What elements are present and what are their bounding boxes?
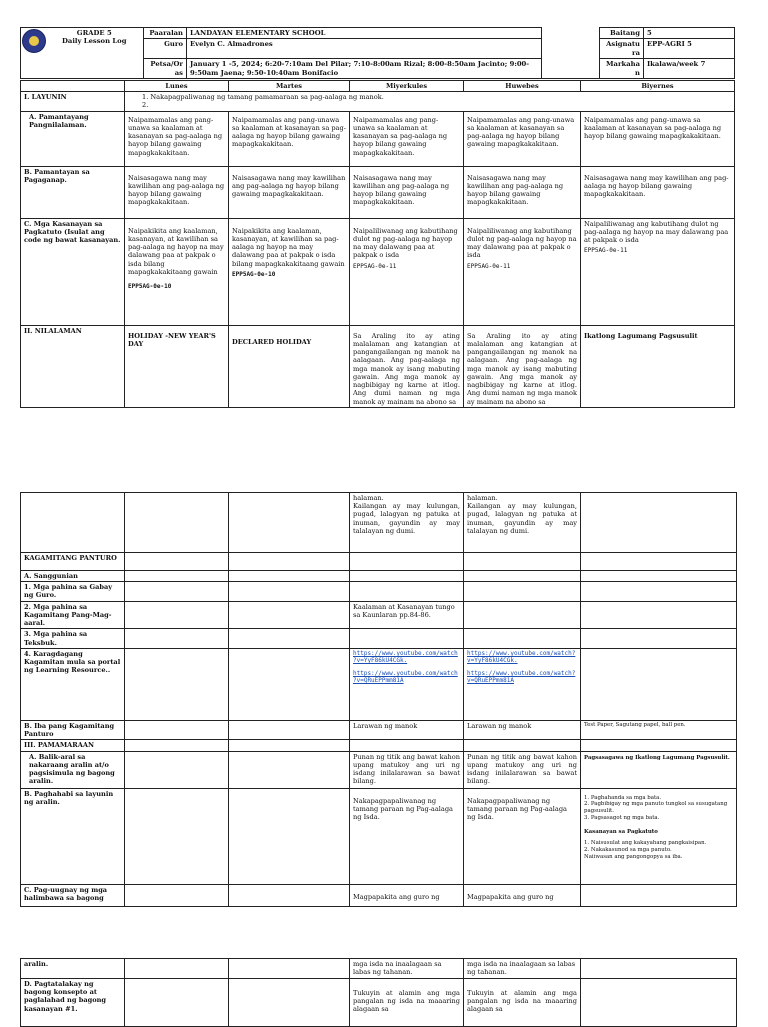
biyernes-step-2: 2. Pagbibigay ng mga panuto tungkol sa susugatang pagsusulit. xyxy=(584,801,728,815)
aralin-miyerkules: mga isda na inaalagaan sa labas ng tahanan. xyxy=(350,959,464,979)
cont-biyernes xyxy=(581,493,737,553)
kasanayan-lunes-text: Naipakikita ang kaalaman, kasanayan, at kawilihan sa pag-aalaga ng hayop na may dalawang paa at pakpak o isda bilang mapagkakakitaang gawain xyxy=(128,226,224,276)
kasanayan-miyerkules xyxy=(350,218,464,325)
kasanayan-martes xyxy=(229,218,350,325)
kasanayan-biyernes-text: Naipaliliwanag ang kabutihang dulot ng pag-aalaga ng hayop na may dalawang paa at pakpak o isda xyxy=(584,219,729,245)
larawan-huwebes: Larawan ng manok xyxy=(464,720,581,739)
day-header-martes: Martes xyxy=(229,81,350,92)
pangnilalaman-huwebes: Naipamamalas ang pang-unawa sa kaalaman at kasanayan sa pag-aalaga ng hayop bilang gawaing mapagkakakitaan. xyxy=(464,111,581,166)
lesson-table-page3 xyxy=(20,958,737,1027)
biyernes-balik-aral: Pagsasagawa ng Ikatlong Lagumang Pagsusulit. xyxy=(581,751,737,788)
layunin-item-2: 2. xyxy=(142,101,149,110)
day-header-miyerkules: Miyerkules xyxy=(350,81,464,92)
teksbuk-label: 3. Mga pahina sa Teksbuk. xyxy=(21,629,125,648)
dll-label: Daily Lesson Log xyxy=(62,37,127,46)
pagganap-lunes: Naisasagawa nang may kawilihan ang pag-aalaga ng hayop bilang gawaing mapagkakakitaan. xyxy=(125,166,229,218)
cont-huwebes: halaman. Kailangan ay may kulungan, pugad, lalagyan ng patuka at inuman, gayundin ay may talalayan ng dumi. xyxy=(464,493,581,553)
balik-aral-miyerkules: Punan ng titik ang bawat kahon upang matukoy ang uri ng isdang inilalarawan sa bawat bilang. xyxy=(350,751,464,788)
kasanayan-extra: Naiiwasan ang pangongopya sa iba. xyxy=(584,853,683,860)
deped-seal-icon xyxy=(22,29,46,53)
markahan-label: Markahan xyxy=(600,59,644,79)
baitang-label: Baitang xyxy=(600,28,644,39)
links-huwebes xyxy=(464,648,581,720)
asignatura-label: Asignatura xyxy=(600,39,644,59)
biyernes-step-3: 3. Pagsasagot ng mga bata. xyxy=(584,814,660,821)
cont-lunes xyxy=(125,493,229,553)
cont-martes xyxy=(229,493,350,553)
kasanayan-item-1: 1. Naisusulat ang kakayahang pangkaisipan. xyxy=(584,840,707,847)
aralin-label: aralin. xyxy=(21,959,125,979)
kasanayan-miyerkules-text: Naipaliliwanag ang kabutihang dulot ng pag-aalaga ng hayop na may dalawang paa at pakpak o isda xyxy=(353,226,458,260)
pag-uugnay-miyerkules: Magpapakita ang guro ng xyxy=(350,884,464,906)
guro-label: Guro xyxy=(144,39,187,59)
youtube-link-2[interactable]: https://www.youtube.com/watch?v=QRuEPPmm81A xyxy=(353,669,458,685)
header-spacer xyxy=(542,59,600,79)
nilalaman-miyerkules: Sa Araling ito ay ating malalaman ang katangian at pangangailangan ng manok na aalagaan. Ang pag-aalaga ng mga manok ay isang mabuting gawain. Ang mga manok ay nagbibigay ng karne at itlog. Ang dumi naman ng mga manok ay mainam na abono sa xyxy=(350,325,464,407)
youtube-link-1[interactable]: https://www.youtube.com/watch?v=YyF86kU4CGk. xyxy=(467,649,576,665)
larawan-miyerkules: Larawan ng manok xyxy=(350,720,464,739)
nilalaman-martes: DECLARED HOLIDAY xyxy=(229,325,350,407)
nilalaman-biyernes: Ikatlong Lagumang Pagsusulit xyxy=(581,325,735,407)
biyernes-paghahabi xyxy=(581,788,737,884)
kasanayan-miyerkules-code: EPP5AG-0e-11 xyxy=(353,262,397,270)
links-miyerkules xyxy=(350,648,464,720)
day-header-lunes: Lunes xyxy=(125,81,229,92)
pag-uugnay-huwebes: Magpapakita ang guro ng xyxy=(464,884,581,906)
kasanayan-lunes xyxy=(125,218,229,325)
nilalaman-label: II. NILALAMAN xyxy=(21,325,125,407)
balik-aral-huwebes: Punan ng titik ang bawat kahon upang matukoy ang uri ng isdang inilalarawan sa bawat bilang. xyxy=(464,751,581,788)
kasanayan-martes-text: Naipakikita ang kaalaman, kasanayan, at kawilihan sa pag-aalaga ng hayop na may dalawang paa at pakpak o isda bilang mapagkakakitaang gawain xyxy=(232,226,345,268)
gabay-label: 1. Mga pahina sa Gabay ng Guro. xyxy=(21,582,125,601)
youtube-link-2[interactable]: https://www.youtube.com/watch?v=QRuEPPmm81A xyxy=(467,669,576,685)
pagganap-biyernes: Naisasagawa nang may kawilihan ang pag-aalaga ng hayop bilang gawaing mapagkakakitaan. xyxy=(581,166,735,218)
kasanayan-martes-code: EPP5AG-0e-10 xyxy=(232,270,276,278)
kasanayan-heading: Kasanayan sa Pagkatuto xyxy=(584,828,658,835)
karagdagang-label: 4. Karagdagang Kagamitan mula sa portal ng Learning Resource.. xyxy=(21,648,125,720)
pagtatalakay-label: D. Pagtatalakay ng bagong konsepto at paglalahad ng bagong kasanayan #1. xyxy=(21,979,125,1027)
kkk-miyerkules: Kaalaman at Kasanayan tungo sa Kaunlaran pp.84-86. xyxy=(350,601,464,629)
deped-seal-cell xyxy=(21,28,46,79)
grade-label: GRADE 5 xyxy=(76,29,112,37)
petsa-value: January 1 -5, 2024; 6:20-7:10am Del Pilar; 7:10-8:00am Rizal; 8:00-8:50am Jacinto; 9:00-9:50am Jaena; 9:50-10:40am Bonifacio xyxy=(187,59,542,79)
pag-uugnay-label: C. Pag-uugnay ng mga halimbawa sa bagong xyxy=(21,884,125,906)
layunin-item-1: 1. Nakapagpaliwanag ng tamang pamamaraan sa pag-aalaga ng manok. xyxy=(142,93,384,102)
kasanayan-biyernes xyxy=(581,218,735,325)
pamantayang-pangnilalaman-label: A. Pamantayang Pangnilalaman. xyxy=(21,111,125,166)
asignatura-value: EPP-AGRI 5 xyxy=(644,39,735,59)
header-spacer xyxy=(542,39,600,59)
balik-aral-label: A. Balik-aral sa nakaraang aralin at/o pagsisimula ng bagong aralin. xyxy=(21,751,125,788)
paghahabi-miyerkules: Nakapagpapaliwanag ng tamang paraan ng Pag-aalaga ng Isda. xyxy=(350,788,464,884)
corner-cell xyxy=(21,81,125,92)
header-table xyxy=(20,27,735,79)
nilalaman-huwebes: Sa Araling ito ay ating malalaman ang katangian at pangangailangan ng manok na aalagaan. Ang pag-aalaga ng mga manok ay isang mabuting gawain. Ang mga manok ay nagbibigay ng karne at itlog. Ang dumi naman ng mga manok ay mainam na abono sa xyxy=(464,325,581,407)
kasanayan-label: C. Mga Kasanayan sa Pagkatuto (Isulat ang code ng bawat kasanayan. xyxy=(21,218,125,325)
iba-pang-label: B. Iba pang Kagamitang Panturo xyxy=(21,720,125,739)
kagamitang-pang-mag-aaral-label: 2. Mga pahina sa Kagamitang Pang-Mag-aaral. xyxy=(21,601,125,629)
paaralan-value: LANDAYAN ELEMENTARY SCHOOL xyxy=(187,28,542,39)
youtube-link-1[interactable]: https://www.youtube.com/watch?v=YyF86kU4CGk. xyxy=(353,649,458,665)
pagganap-huwebes: Naisasagawa nang may kawilihan ang pag-aalaga ng hayop bilang gawaing mapagkakakitaan. xyxy=(464,166,581,218)
lesson-table-page2 xyxy=(20,492,737,907)
pangnilalaman-miyerkules: Naipamamalas ang pang-unawa sa kaalaman at kasanayan sa pag-aalaga ng hayop bilang gawaing mapagkakakitaan. xyxy=(350,111,464,166)
baitang-value: 5 xyxy=(644,28,735,39)
pagganap-martes: Naisasagawa nang may kawilihan ang pag-aalaga ng hayop bilang gawaing mapagkakakitaan. xyxy=(229,166,350,218)
day-header-huwebes: Huwebes xyxy=(464,81,581,92)
cont-label xyxy=(21,493,125,553)
kasanayan-huwebes xyxy=(464,218,581,325)
pamamaraan-label: III. PAMAMARAAN xyxy=(21,740,125,751)
lesson-table-page1 xyxy=(20,80,735,408)
paghahabi-label: B. Paghahabi sa layunin ng aralin. xyxy=(21,788,125,884)
cont-miyerkules: halaman. Kailangan ay may kulungan, pugad, lalagyan ng patuka at inuman, gayundin ay may talalayan ng dumi. xyxy=(350,493,464,553)
pagtatalakay-miyerkules: Tukuyin at alamin ang mga pangalan ng isda na maaaring alagaan sa xyxy=(350,979,464,1027)
kasanayan-huwebes-text: Naipaliliwanag ang kabutihang dulot ng pag-aalaga ng hayop na may dalawang paa at pakpak o isda xyxy=(467,226,577,260)
pagtatalakay-huwebes: Tukuyin at alamin ang mga pangalan ng isda na maaaring alagaan sa xyxy=(464,979,581,1027)
markahan-value: Ikalawa/week 7 xyxy=(644,59,735,79)
pangnilalaman-martes: Naipamamalas ang pang-unawa sa kaalaman at kasanayan sa pag-aalaga ng hayop bilang gawaing mapagkakakitaan. xyxy=(229,111,350,166)
layunin-cell xyxy=(125,92,735,111)
guro-value: Evelyn C. Almadrones xyxy=(187,39,542,59)
nilalaman-lunes: HOLIDAY -NEW YEAR'S DAY xyxy=(125,325,229,407)
pangnilalaman-biyernes: Naipamamalas ang pang-unawa sa kaalaman at kasanayan sa pag-aalaga ng hayop bilang gawaing mapagkakakitaan. xyxy=(581,111,735,166)
pangnilalaman-lunes: Naipamamalas ang pang-unawa sa kaalaman at kasanayan sa pag-aalaga ng hayop bilang gawaing mapagkakakitaan. xyxy=(125,111,229,166)
biyernes-step-1: 1. Paghahanda sa mga bata. xyxy=(584,794,662,801)
grade-cell xyxy=(46,28,144,79)
kasanayan-huwebes-code: EPP5AG-0e-11 xyxy=(467,262,511,270)
paaralan-label: Paaralan xyxy=(144,28,187,39)
sanggunian-label: A. Sanggunian xyxy=(21,571,125,582)
kasanayan-lunes-code: EPP5AG-0e-10 xyxy=(128,283,172,291)
aralin-huwebes: mga isda na inaalagaan sa labas ng tahanan. xyxy=(464,959,581,979)
kasanayan-item-2: 2. Nakakasunod sa mga panuto. xyxy=(584,847,672,854)
day-header-biyernes: Biyernes xyxy=(581,81,735,92)
pamantayan-pagganap-label: B. Pamantayan sa Pagaganap. xyxy=(21,166,125,218)
layunin-label: I. LAYUNIN xyxy=(21,92,125,111)
petsa-label: Petsa/Oras xyxy=(144,59,187,79)
biyernes-materials: Test Paper, Sagutang papel, ball pen. xyxy=(581,720,737,739)
kagamitang-label: KAGAMITANG PANTURO xyxy=(21,553,125,571)
kasanayan-biyernes-code: EPP5AG-0e-11 xyxy=(584,247,628,255)
header-spacer xyxy=(542,28,600,39)
paghahabi-huwebes: Nakapagpapaliwanag ng tamang paraan ng Pag-aalaga ng Isda. xyxy=(464,788,581,884)
pagganap-miyerkules: Naisasagawa nang may kawilihan ang pag-aalaga ng hayop bilang gawaing mapagkakakitaan. xyxy=(350,166,464,218)
